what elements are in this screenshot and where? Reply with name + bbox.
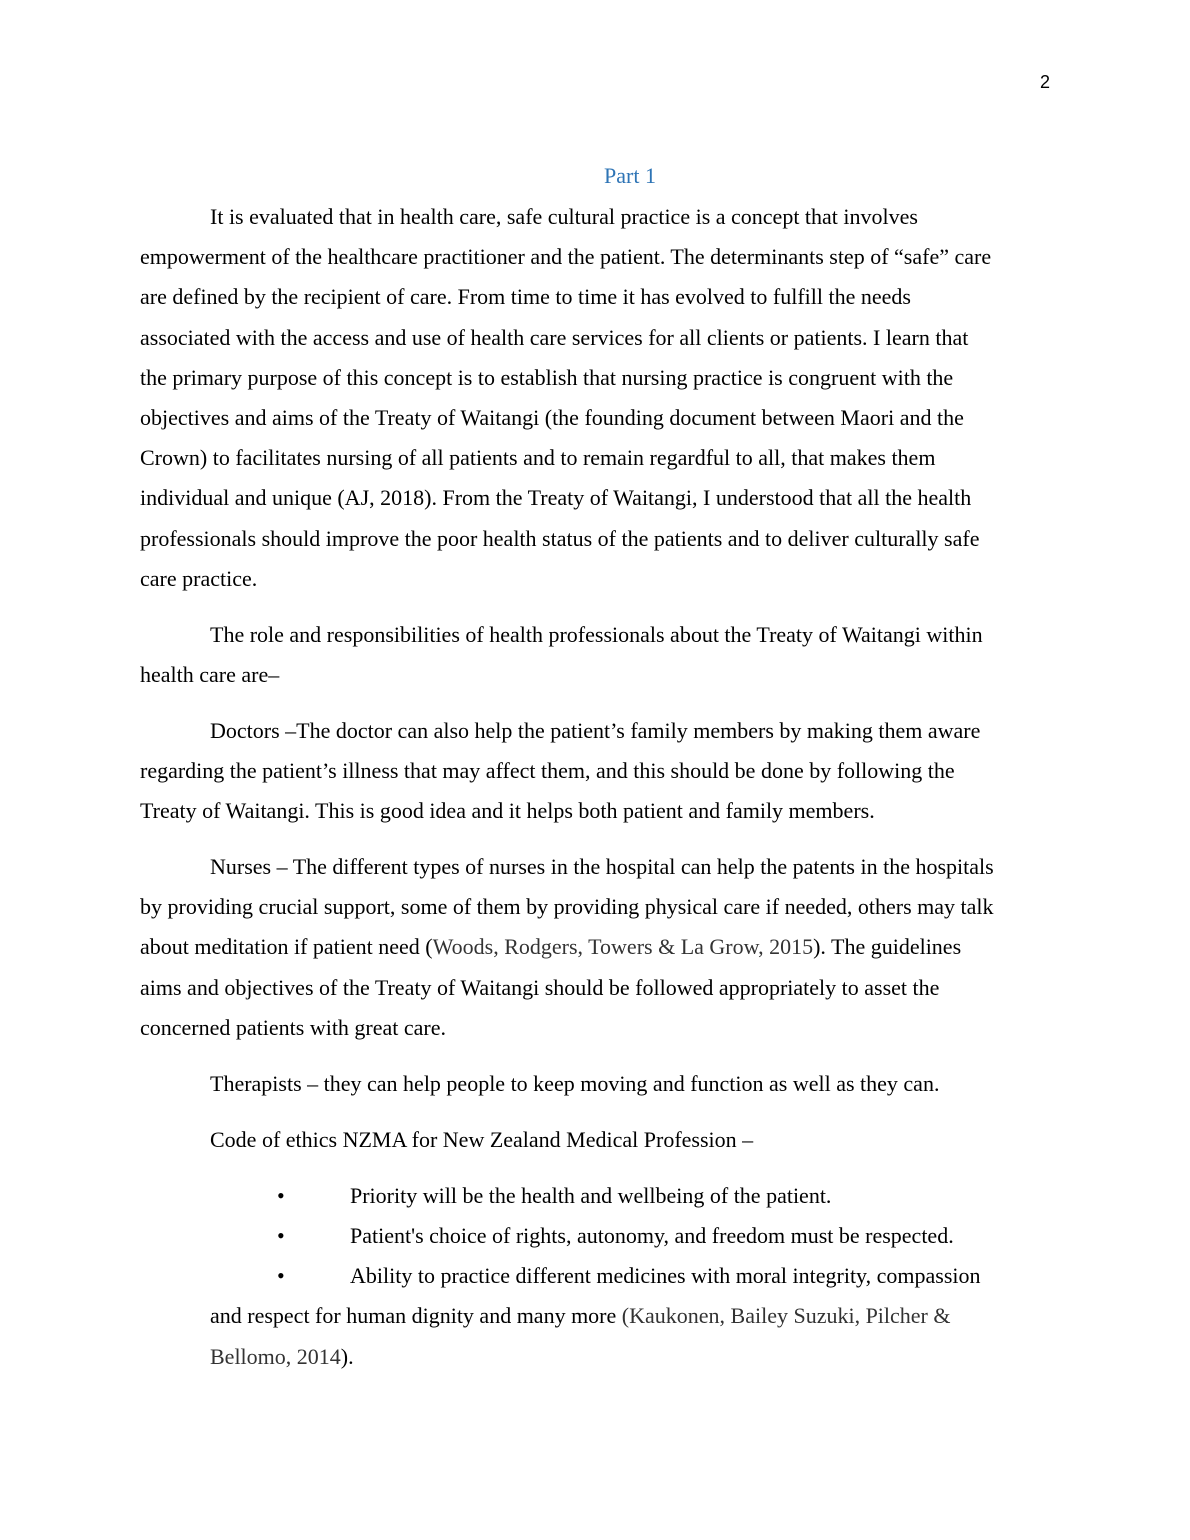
text-segment: ). The guidelines <box>813 934 962 960</box>
text-line: associated with the access and use of health care services for all clients or patients. I learn that <box>140 324 969 350</box>
page-number: 2 <box>1039 72 1050 92</box>
text-line: are defined by the recipient of care. From time to time it has evolved to fulfill the needs <box>140 284 911 310</box>
paragraph-code-of-ethics: Code of ethics NZMA for New Zealand Medical Profession – <box>210 1127 754 1152</box>
text-line: individual and unique (AJ, 2018). From the Treaty of Waitangi, I understood that all the health <box>140 485 972 511</box>
text-segment: about meditation if patient need ( <box>140 934 433 960</box>
text-line: Nurses – The different types of nurses in the hospital can help the patents in the hospitals <box>210 854 994 879</box>
bullet-text: Priority will be the health and wellbeing of the patient. <box>350 1183 832 1208</box>
paragraph-nurses <box>140 847 1060 1048</box>
text-line: the primary purpose of this concept is to establish that nursing practice is congruent with the <box>140 364 954 390</box>
text-line: concerned patients with great care. <box>140 1014 447 1040</box>
paragraph-roles <box>140 615 1060 695</box>
bullet-continuation-line <box>210 1296 1090 1336</box>
text-line: objectives and aims of the Treaty of Waitangi (the founding document between Maori and the <box>140 405 964 431</box>
text-line: care practice. <box>140 565 258 591</box>
bullet-continuation-line <box>210 1337 1090 1377</box>
citation: Bellomo, 2014 <box>210 1344 341 1369</box>
text-line: Crown) to facilitates nursing of all patients and to remain regardful to all, that makes them <box>140 445 936 471</box>
text-line: empowerment of the healthcare practitioner and the patient. The determinants step of “safe” care <box>140 244 992 270</box>
text-line: aims and objectives of the Treaty of Waitangi should be followed appropriately to asset the <box>140 974 940 1000</box>
text-line: professionals should improve the poor health status of the patients and to deliver culturally safe <box>140 525 980 551</box>
bullet-icon: • <box>277 1223 285 1248</box>
paragraph-therapists: Therapists – they can help people to keep moving and function as well as they can. <box>210 1071 940 1096</box>
text-line: Treaty of Waitangi. This is good idea and it helps both patient and family members. <box>140 798 875 824</box>
bullet-text: Patient's choice of rights, autonomy, and freedom must be respected. <box>350 1223 954 1248</box>
section-heading: Part 1 <box>604 163 656 188</box>
bullet-text: Ability to practice different medicines with moral integrity, compassion <box>350 1263 981 1288</box>
text-line: Doctors –The doctor can also help the patient’s family members by making them aware <box>210 718 981 743</box>
citation: (Kaukonen, Bailey Suzuki, Pilcher & <box>621 1303 951 1328</box>
bullet-icon: • <box>277 1183 285 1208</box>
text-line: by providing crucial support, some of them by providing physical care if needed, others may talk <box>140 894 994 920</box>
text-segment: and respect for human dignity and many more <box>210 1303 622 1328</box>
text-line: The role and responsibilities of health professionals about the Treaty of Waitangi within <box>210 622 983 647</box>
citation: Woods, Rodgers, Towers & La Grow, 2015 <box>432 934 814 960</box>
paragraph-intro <box>140 197 1060 599</box>
text-line: regarding the patient’s illness that may affect them, and this should be done by following the <box>140 758 955 784</box>
bullet-icon: • <box>277 1263 285 1288</box>
text-line: It is evaluated that in health care, safe cultural practice is a concept that involves <box>210 204 918 229</box>
text-line <box>140 927 1060 967</box>
text-line: health care are– <box>140 662 280 688</box>
text-segment: ). <box>340 1344 354 1369</box>
paragraph-doctors <box>140 711 1060 832</box>
